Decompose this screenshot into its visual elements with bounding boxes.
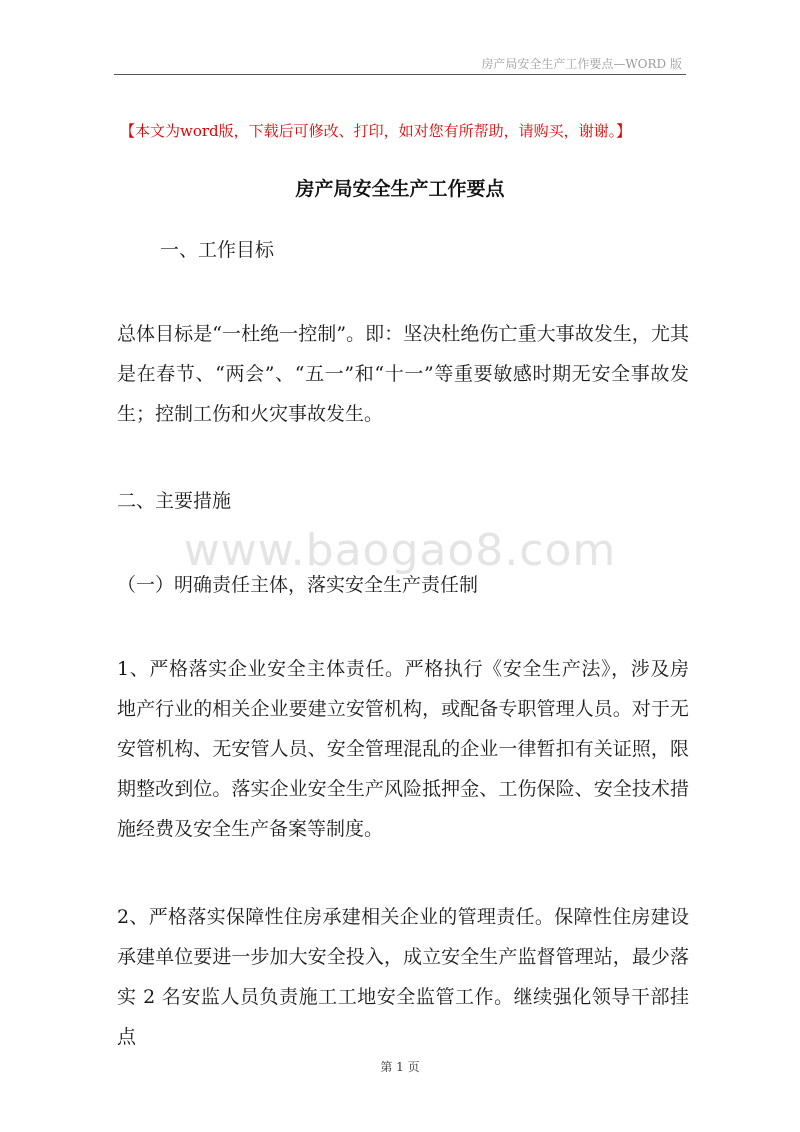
paragraph-item-1: 1、严格落实企业安全主体责任。严格执行《安全生产法》，涉及房地产行业的相关企业要建立安管机构，或配备专职管理人员。对于无安管机构、无安管人员、安全管理混乱的企业一律暂扣有关证照，限期整改到位。落实企业安全生产风险抵押金、工伤保险、安全技术措施经费及安全生产备案等制度。 (117, 658, 689, 840)
document-title: 房产局安全生产工作要点 (295, 178, 505, 200)
section-heading-measures: 二、主要措施 (117, 490, 232, 512)
running-header: 房产局安全生产工作要点—WORD 版 (481, 57, 682, 71)
paragraph-goals: 总体目标是“一杜绝一控制”。即：坚决杜绝伤亡重大事故发生，尤其是在春节、“两会”、“五一”和“十一”等重要敏感时期无安全事故发生；控制工伤和火灾事故发生。 (117, 323, 689, 425)
paragraph-item-2: 2、严格落实保障性住房承建相关企业的管理责任。保障性住房建设承建单位要进一步加大安全投入，成立安全生产监督管理站，最少落实 2 名安监人员负责施工工地安全监管工作。继续强化领导干部挂点 (117, 906, 689, 1048)
download-notice: 【本文为word版，下载后可修改、打印，如对您有所帮助，请购买，谢谢。】 (120, 122, 632, 140)
subsection-heading-responsibility: （一）明确责任主体，落实安全生产责任制 (117, 574, 479, 596)
section-heading-goals: 一、工作目标 (160, 239, 275, 261)
header-divider (114, 74, 686, 75)
watermark: www.baogao8.com (183, 525, 617, 576)
page-number: 第 1 页 (380, 1060, 420, 1074)
